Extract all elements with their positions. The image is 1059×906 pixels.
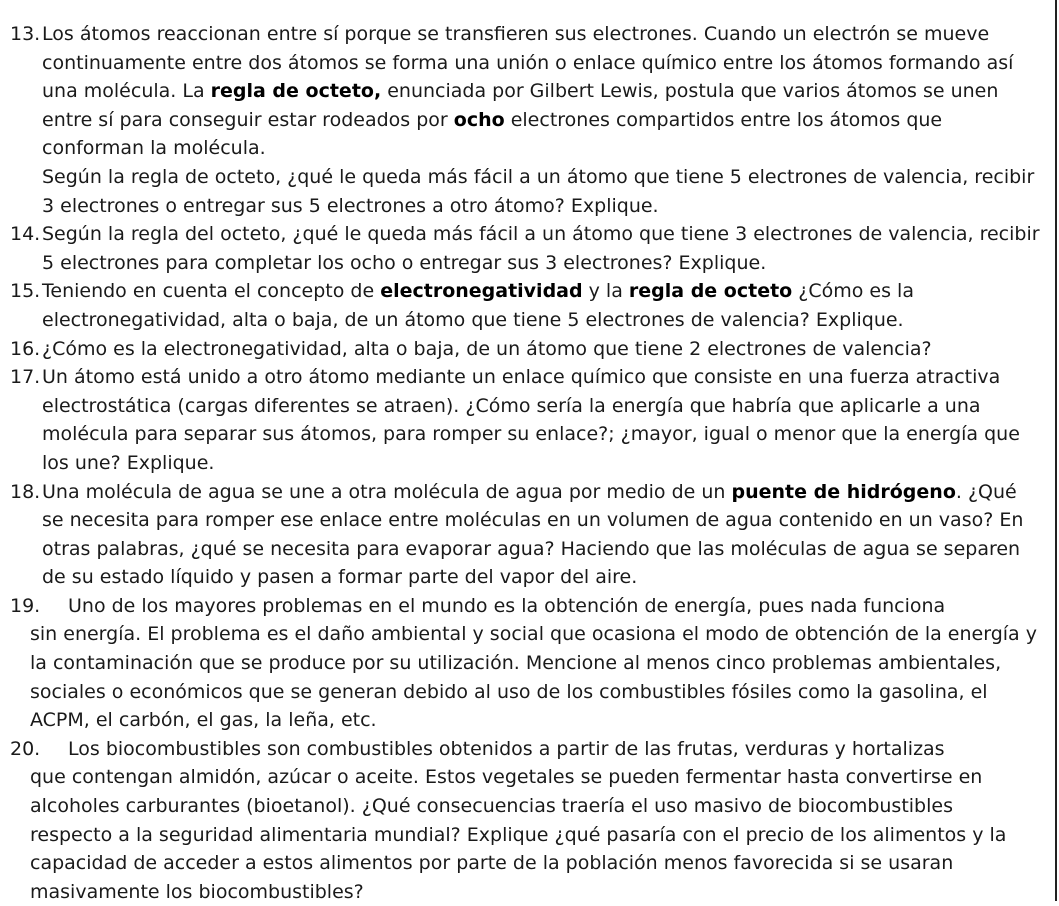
question-text: Teniendo en cuenta el concepto de electronegatividad y la regla de octeto ¿Cómo es la electronegatividad, alta o baja, de un átomo que tiene 5 electrones de valencia? Explique.	[42, 280, 914, 331]
question-number: 15.	[10, 280, 41, 303]
question-number: 19.	[10, 594, 41, 617]
question-20	[10, 735, 1041, 906]
question-text: Los átomos reaccionan entre sí porque se transfieren sus electrones. Cuando un electrón se mueve continuamente entre dos átomos se forma una unión o enlace químico entre los átomos formando así una molécula. La regla de octeto, enunciada por Gilbert Lewis, postula que varios átomos se unen entre sí para conseguir estar rodeados por ocho electrones compartidos entre los átomos que conforman la molécula.	[42, 23, 1014, 160]
question-text: ¿Cómo es la electronegatividad, alta o baja, de un átomo que tiene 2 electrones de valencia?	[42, 337, 932, 360]
question-first-line: Uno de los mayores problemas en el mundo es la obtención de energía, pues nada funciona	[68, 594, 946, 617]
question-19	[10, 592, 1041, 735]
question-14	[10, 220, 1041, 277]
question-16	[10, 335, 1041, 364]
bold-term: puente de hidrógeno	[731, 480, 956, 503]
question-18	[10, 478, 1041, 592]
question-text: sin energía. El problema es el daño ambiental y social que ocasiona el modo de obtención de la energía y la contaminación que se produce por su utilización. Mencione al menos cinco problemas ambientales, sociales o económicos que se generan debido al uso de los combustibles fósiles como la gasolina, el ACPM, el carbón, el gas, la leña, etc.	[30, 623, 1037, 732]
question-15	[10, 277, 1041, 334]
question-number: 17.	[10, 366, 41, 389]
bold-term: electronegatividad	[380, 280, 583, 303]
question-text: Según la regla del octeto, ¿qué le queda más fácil a un átomo que tiene 3 electrones de valencia, recibir 5 electrones para completar los ocho o entregar sus 3 electrones? Explique.	[42, 223, 1040, 274]
bold-term: regla de octeto,	[210, 80, 382, 103]
question-number: 20.	[10, 737, 41, 760]
question-text: que contengan almidón, azúcar o aceite. Estos vegetales se pueden fermentar hasta convertirse en alcoholes carburantes (bioetanol). ¿Qué consecuencias traería el uso masivo de biocombustibles respecto a la seguridad alimentaria mundial? Explique ¿qué pasaría con el precio de los alimentos y la capacidad de acceder a estos alimentos por parte de la población menos favorecida si se usaran masivamente los biocombustibles?	[30, 766, 1007, 903]
question-number: 14.	[10, 223, 41, 246]
question-number: 18.	[10, 480, 41, 503]
question-number: 13.	[10, 23, 41, 45]
question-text: Una molécula de agua se une a otra molécula de agua por medio de un puente de hidrógeno. ¿Qué se necesita para romper ese enlace entre moléculas en un volumen de agua contenido en un vaso? En otras palabras, ¿qué se necesita para evaporar agua? Haciendo que las moléculas de agua se separen de su estado líquido y pasen a formar parte del vapor del aire.	[42, 480, 1024, 589]
question-17	[10, 363, 1041, 477]
question-number: 16.	[10, 337, 41, 360]
question-13-prompt: Según la regla de octeto, ¿qué le queda más fácil a un átomo que tiene 5 electrones de valencia, recibir 3 electrones o entregar sus 5 electrones a otro átomo? Explique.	[42, 165, 1035, 217]
question-first-line: Los biocombustibles son combustibles obtenidos a partir de las frutas, verduras y hortalizas	[68, 737, 945, 760]
bold-term: regla de octeto	[628, 280, 793, 303]
bold-term: ocho	[453, 108, 505, 131]
question-13	[10, 20, 1041, 163]
question-text: Un átomo está unido a otro átomo mediante un enlace químico que consiste en una fuerza atractiva electrostática (cargas diferentes se atraen). ¿Cómo sería la energía que habría que aplicarle a una molécula para separar sus átomos, para romper su enlace?; ¿mayor, igual o menor que la energía que los une? Explique.	[42, 366, 1020, 474]
